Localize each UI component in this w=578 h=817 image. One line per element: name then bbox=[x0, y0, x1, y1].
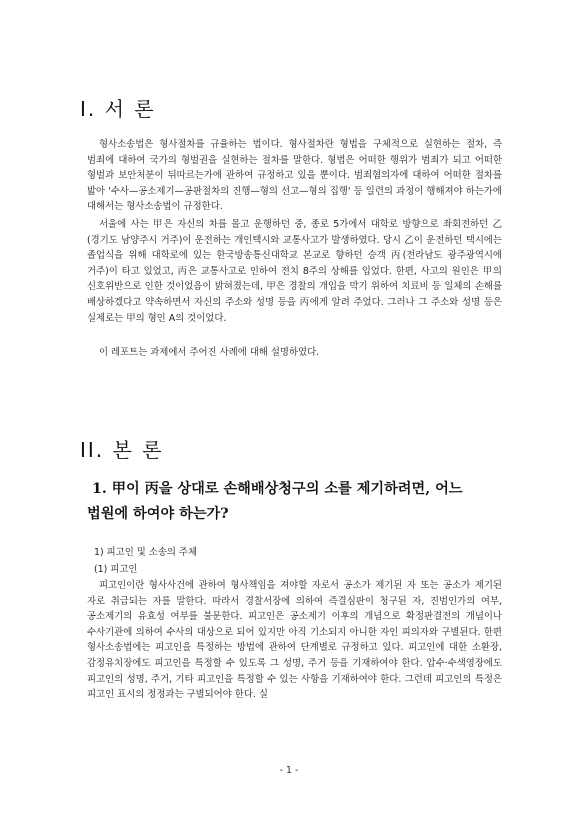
section-title-introduction: I. 서 론 bbox=[80, 97, 156, 121]
question-heading: 1. 甲이 丙을 상대로 손해배상청구의 소를 제기하려면, 어느 법원에 하여야 하는가? bbox=[87, 481, 463, 522]
intro-paragraph-2: 서울에 사는 甲은 자신의 차를 몰고 운행하던 중, 종로 5가에서 대학로 방향으로 좌회전하던 乙(경기도 남양주시 거주)이 운전하는 개인택시와 교통사고가 발생하였다. 당시 乙이 운전하던 택시에는 졸업식을 위해 대학로에 있는 한국방송통신대학교 본교로 향하던 승객 丙(전라남도 광주광역시에 거주)이 타고 있었고, 丙은 교통사고로 인하여 전치 8주의 상해를 입었다. 한편, 사고의 원인은 甲의 신호위반으로 인한 것이었음이 밝혀졌는데, 甲은 경찰의 개입을 막기 위하여 치료비 등 일체의 손해를 배상하겠다고 약속하면서 자신의 주소와 성명 등을 丙에게 알려 주었다. 그러나 그 주소와 성명 등은 실제로는 甲의 형인 A의 것이었다. bbox=[87, 219, 502, 324]
subheading-level2: (1) 피고인 bbox=[94, 564, 138, 575]
intro-paragraph-3: 이 레포트는 과제에서 주어진 사례에 대해 설명하였다. bbox=[99, 347, 320, 358]
page-number: - 1 - bbox=[279, 765, 299, 776]
body-paragraph-defendant: 피고인이란 형사사건에 관하여 형사책임을 져야할 자로서 공소가 제기된 자 또는 공소가 제기된 자로 취급되는 자를 말한다. 따라서 경찰서장에 의하여 즉결심판이 청구된 자, 진범인가의 여부, 공소제기의 유효성 여부를 불문한다. 피고인은 공소제기 이후의 개념으로 확정판결전의 개념이나 수사기관에 의하여 수사의 대상으로 되어 있지만 아직 기소되지 아니한 자인 피의자와 구별된다. 한편 형사소송법에는 피고인을 특정하는 방법에 관하여 단계별로 규정하고 있다. 피고인에 대한 소환장, 감정유치장에도 피고인을 특정할 수 있도록 그 성명, 주거 등을 기재하여야 한다. 압수·수색영장에도 피고인의 성명, 주거, 기타 피고인을 특정할 수 있는 사항을 기재하여야 한다. 그런데 피고인의 특정은 피고인 표시의 정정과는 구별되어야 한다. 실 bbox=[87, 580, 502, 701]
intro-paragraph-1: 형사소송법은 형사절차를 규율하는 법이다. 형사절차란 형법을 구체적으로 실현하는 절차, 즉 범죄에 대하여 국가의 형벌권을 실현하는 절차를 말한다. 형법은 어떠한 행위가 범죄가 되고 어떠한 형벌과 보안처분이 뒤따르는가에 관하여 규정하고 있을 뿐이다. 범죄혐의자에 대하여 어떠한 절차를 밟아 '수사—공소제기—공판절차의 진행—형의 선고—형의 집행' 등 일련의 과정이 행해져야 하는가에 대해서는 형사소송법이 규정한다. bbox=[87, 139, 502, 213]
subheading-level1: 1) 피고인 및 소송의 주체 bbox=[94, 547, 198, 558]
section-title-body: II. 본 론 bbox=[80, 438, 164, 462]
